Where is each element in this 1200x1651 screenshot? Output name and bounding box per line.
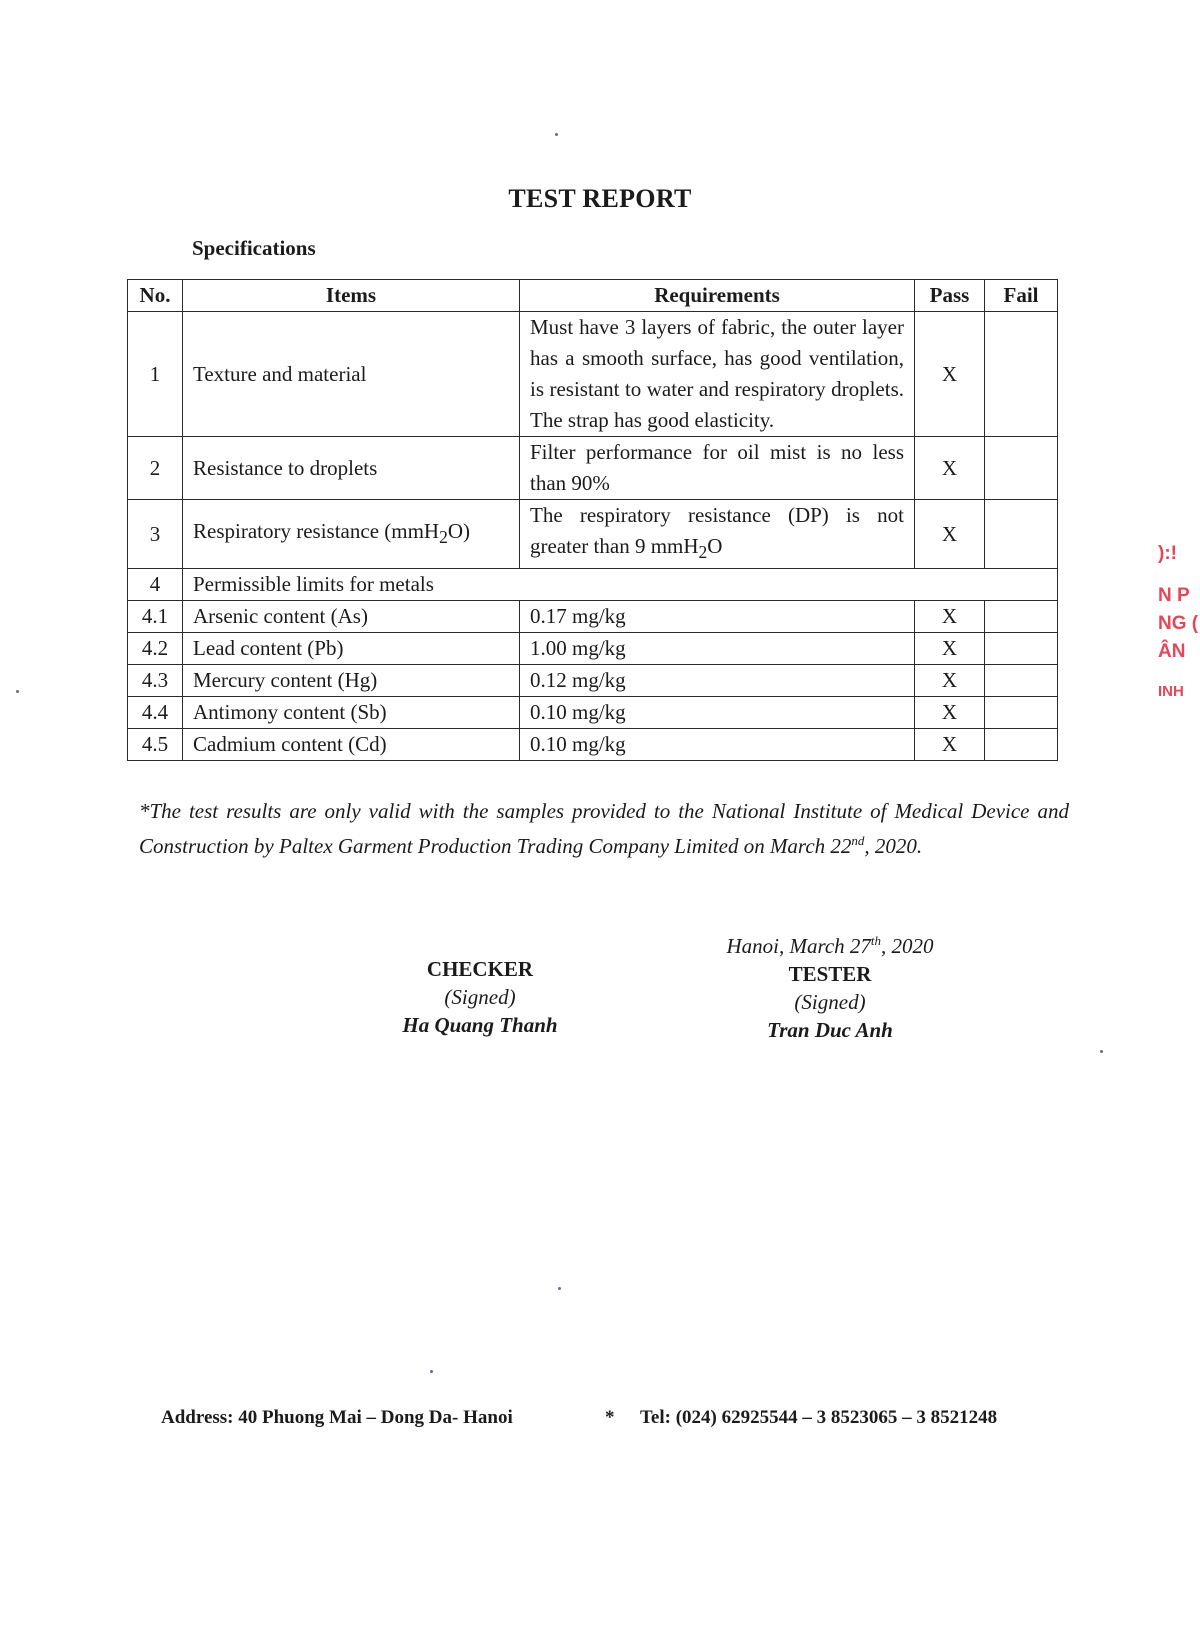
footer-telephone: Tel: (024) 62925544 – 3 8523065 – 3 8521248	[640, 1407, 998, 1428]
specifications-table	[127, 279, 1058, 761]
row-fail-mark	[985, 665, 1058, 697]
row-pass-mark: X	[915, 729, 985, 761]
signing-date	[630, 927, 1030, 960]
table-row	[128, 500, 1058, 569]
table-row	[128, 665, 1058, 697]
row-requirement: 0.12 mg/kg	[520, 665, 915, 697]
scan-speck	[1100, 1050, 1103, 1053]
row-no: 4.3	[128, 665, 183, 697]
checker-name: Ha Quang Thanh	[402, 1013, 558, 1037]
row-fail-mark	[985, 437, 1058, 500]
table-row	[128, 312, 1058, 437]
row-no: 4	[128, 569, 183, 601]
item-text-end: O)	[447, 518, 471, 543]
row-fail-mark	[985, 601, 1058, 633]
row-pass-mark: X	[915, 601, 985, 633]
requirement-subscript: 2	[698, 542, 708, 563]
row-requirement: 0.10 mg/kg	[520, 697, 915, 729]
stamp-text-line: INH	[1158, 683, 1184, 700]
row-fail-mark	[985, 312, 1058, 437]
row-pass-mark: X	[915, 437, 985, 500]
row-no: 4.2	[128, 633, 183, 665]
row-pass-mark: X	[915, 500, 985, 569]
row-fail-mark	[985, 633, 1058, 665]
stamp-text-line: N P	[1158, 585, 1190, 606]
scan-speck	[16, 690, 19, 693]
header-requirements: Requirements	[520, 280, 915, 312]
row-item: Resistance to droplets	[183, 437, 520, 500]
table-row	[128, 697, 1058, 729]
date-superscript: th	[870, 933, 882, 948]
row-no: 4.4	[128, 697, 183, 729]
checker-role: CHECKER	[426, 957, 534, 981]
row-no: 2	[128, 437, 183, 500]
row-fail-mark	[985, 500, 1058, 569]
scan-speck	[555, 133, 558, 136]
scan-speck	[558, 1287, 561, 1290]
stamp-text-line: ÂN	[1158, 641, 1186, 662]
section-heading-specifications: Specifications	[192, 236, 316, 260]
row-item: Antimony content (Sb)	[183, 697, 520, 729]
table-row	[128, 437, 1058, 500]
table-row	[128, 633, 1058, 665]
report-title: TEST REPORT	[508, 184, 692, 213]
row-requirement	[520, 500, 915, 569]
date-text-end: , 2020	[881, 934, 934, 958]
note-superscript: nd	[851, 833, 865, 848]
row-requirement: Filter performance for oil mist is no less than 90%	[520, 437, 915, 500]
row-item	[183, 500, 520, 569]
row-item: Texture and material	[183, 312, 520, 437]
row-item: Mercury content (Hg)	[183, 665, 520, 697]
tester-signature-block	[630, 927, 1030, 1044]
row-pass-mark: X	[915, 312, 985, 437]
tester-signed-status: (Signed)	[794, 990, 866, 1014]
row-fail-mark	[985, 697, 1058, 729]
header-no: No.	[128, 280, 183, 312]
header-items: Items	[183, 280, 520, 312]
row-requirement: 0.17 mg/kg	[520, 601, 915, 633]
scan-speck	[430, 1370, 433, 1373]
checker-signed-status: (Signed)	[444, 985, 516, 1009]
header-pass: Pass	[915, 280, 985, 312]
row-pass-mark: X	[915, 633, 985, 665]
row-requirement: 1.00 mg/kg	[520, 633, 915, 665]
row-requirement: Must have 3 layers of fabric, the outer layer has a smooth surface, has good ventilation, is resistant to water and respiratory droplets. The strap has good elasticity.	[520, 312, 915, 437]
table-row	[128, 729, 1058, 761]
stamp-text-line: NG (	[1158, 613, 1199, 634]
row-no: 1	[128, 312, 183, 437]
tester-name: Tran Duc Anh	[767, 1018, 893, 1042]
partial-red-stamp	[1158, 530, 1200, 760]
row-item: Lead content (Pb)	[183, 633, 520, 665]
row-no: 4.5	[128, 729, 183, 761]
table-header-row	[128, 280, 1058, 312]
row-item: Cadmium content (Cd)	[183, 729, 520, 761]
row-section-title: Permissible limits for metals	[183, 569, 1058, 601]
row-pass-mark: X	[915, 697, 985, 729]
table-row	[128, 601, 1058, 633]
note-text-end: , 2020.	[864, 834, 923, 858]
row-requirement: 0.10 mg/kg	[520, 729, 915, 761]
row-no: 3	[128, 500, 183, 569]
table-row-section	[128, 569, 1058, 601]
footer-address: Address: 40 Phuong Mai – Dong Da- Hanoi	[161, 1407, 513, 1428]
date-text: Hanoi, March 27	[726, 934, 871, 958]
validity-note	[139, 797, 1069, 861]
requirement-text-end: O	[707, 534, 723, 558]
stamp-text-line: ):!	[1158, 543, 1177, 564]
requirement-text: The respiratory resistance (DP) is not greater than 9 mmH	[530, 503, 904, 558]
item-subscript: 2	[439, 526, 448, 547]
note-text: *The test results are only valid with the samples provided to the National Institute of Medical Device and Construction by Paltex Garment Production Trading Company Limited on March 22	[139, 799, 1069, 858]
tester-role: TESTER	[788, 962, 872, 986]
item-text: Respiratory resistance (mmH	[193, 518, 440, 543]
row-fail-mark	[985, 729, 1058, 761]
footer-separator: *	[605, 1407, 615, 1428]
row-no: 4.1	[128, 601, 183, 633]
row-item: Arsenic content (As)	[183, 601, 520, 633]
row-pass-mark: X	[915, 665, 985, 697]
header-fail: Fail	[985, 280, 1058, 312]
